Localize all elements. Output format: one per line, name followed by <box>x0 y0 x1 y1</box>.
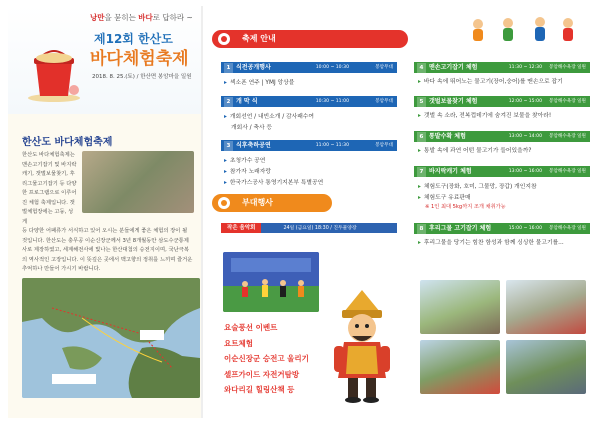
intro-heading: 한산도 바다체험축제 <box>22 137 113 148</box>
program-name: 식후축하공연 <box>236 142 271 149</box>
program-number: 1 <box>224 63 233 73</box>
program-detail <box>224 166 271 175</box>
event-item: 와다리길 힐링산책 등 <box>224 385 295 394</box>
program-name: 갯벌보물찾기 체험 <box>429 98 478 105</box>
program-detail <box>231 122 272 131</box>
side-events-header <box>212 194 332 212</box>
kids-illustration <box>410 14 590 44</box>
check-icon: ▸ <box>224 114 227 120</box>
admiral-mascot-icon <box>330 286 394 404</box>
slogan-text: 을 묻히는 <box>104 13 139 22</box>
program-detail <box>418 110 551 119</box>
fold-line <box>201 6 203 418</box>
program-detail-text: 섹소폰 연주 | YMJ 앙상블 <box>229 80 295 86</box>
header-dot-icon <box>218 33 230 45</box>
program-time: 12:00 ~ 15:00 <box>508 99 542 104</box>
program-number: 7 <box>417 167 426 177</box>
check-icon: ▸ <box>418 113 421 119</box>
program-time: 11:30 ~ 12:30 <box>508 65 542 70</box>
program-number: 2 <box>224 97 233 107</box>
program-place: 봉암해수욕장 일원 <box>549 169 586 174</box>
program-detail-text: 초청가수 공연 <box>229 158 266 164</box>
program-name: 후리그물 고기잡기 체험 <box>429 225 492 232</box>
program-time: 10:00 ~ 10:30 <box>315 65 349 70</box>
program-number: 8 <box>417 224 426 234</box>
check-icon: ▸ <box>418 184 421 190</box>
activity-photo <box>420 280 500 334</box>
program-detail-text: 체험도구 유료판매 <box>423 195 471 201</box>
event-item: 셀프가이드 자전거탐방 <box>224 369 300 379</box>
program-number: 6 <box>417 132 426 142</box>
slogan-highlight: 낭만 <box>90 13 105 22</box>
program-detail-text: 개회사 / 축사 등 <box>231 125 273 131</box>
check-icon: ▸ <box>224 169 227 175</box>
activity-photo <box>506 280 586 334</box>
program-detail-text: 개회선언 / 내빈소개 / 감사패수여 <box>229 114 314 120</box>
activity-photo <box>420 340 500 394</box>
program-detail <box>224 77 294 86</box>
program-place: 봉암무대 <box>375 99 393 104</box>
program-name: 통발수확 체험 <box>429 133 466 140</box>
program-header-label: 축제 안내 <box>242 34 276 43</box>
concert-photo <box>223 252 319 312</box>
events-list <box>224 320 309 398</box>
festival-edition: 제12회 한산도 <box>94 32 173 46</box>
program-detail <box>418 237 590 246</box>
program-time: 11:00 ~ 11:30 <box>315 143 349 148</box>
intro-column: 한산도 바다체험축제는 맨손고기잡기 및 바지락 캐기, 갯벌보물찾기, 후리그물고기잡기 등 다양한 프로그램으로 이루어진 체험 축제입니다. 갯벌체험장에는 고둥, 성게 <box>22 152 77 225</box>
program-detail <box>418 192 471 201</box>
program-time: 10:30 ~ 11:00 <box>315 99 349 104</box>
program-place: 봉암무대 <box>375 143 393 148</box>
check-icon: ▸ <box>224 80 227 86</box>
program-detail <box>224 111 314 120</box>
slogan-text-2: 로 답하라 ~ <box>152 13 193 22</box>
program-item-5 <box>414 96 590 107</box>
program-detail <box>224 177 323 186</box>
program-detail-text: 체험도구(장화, 호미, 그물망, 장갑) 개인지참 <box>423 184 537 190</box>
program-number: 4 <box>417 63 426 73</box>
program-time: 13:00 ~ 16:00 <box>508 169 542 174</box>
program-detail <box>418 145 531 154</box>
check-icon: ▸ <box>418 148 421 154</box>
festival-dateline: 2018. 8. 25.(토) / 한산면 봉암마을 일원 <box>92 74 192 80</box>
left-panel <box>8 6 201 418</box>
festival-title: 바다체험축제 <box>90 49 189 69</box>
program-number: 5 <box>417 97 426 107</box>
program-detail-text: 바다 속에 뛰어노는 물고기(장어,숭어)를 맨손으로 잡기 <box>423 79 563 85</box>
program-name: 바지락캐기 체험 <box>429 168 472 175</box>
program-item-2 <box>221 96 397 107</box>
slogan-highlight-2: 바다 <box>138 13 153 22</box>
location-map <box>22 278 200 398</box>
program-place: 봉암해수욕장 일원 <box>549 65 586 70</box>
program-place: 봉암해수욕장 일원 <box>549 134 586 139</box>
program-place: 봉암해수욕장 일원 <box>549 226 586 231</box>
check-icon: ▸ <box>418 195 421 201</box>
program-name: 맨손고기잡기 체험 <box>429 64 478 71</box>
event-item: 요트체험 <box>224 338 253 348</box>
program-time: 15:00 ~ 16:00 <box>508 226 542 231</box>
program-time: 13:00 ~ 14:00 <box>508 134 542 139</box>
program-item-3 <box>221 140 397 151</box>
concert-bar <box>221 223 397 233</box>
check-icon: ▸ <box>418 79 421 85</box>
concert-label: 작은 음악회 <box>221 223 261 233</box>
intro-text <box>22 151 194 275</box>
program-name: 식전공개행사 <box>236 64 271 71</box>
side-events-label: 부대행사 <box>242 198 273 207</box>
program-detail <box>418 76 563 85</box>
slogan <box>90 12 193 23</box>
event-item: 이순신장군 승전고 울리기 <box>224 354 309 363</box>
program-detail-text: 통발 속에 과연 어떤 물고기가 들어있을까? <box>423 148 532 154</box>
check-icon: ▸ <box>418 240 421 246</box>
check-icon: ▸ <box>224 158 227 164</box>
program-detail-text: 참가자 노래자랑 <box>229 169 271 175</box>
concert-info: 24일 (금요일) 18:30 / 진두물양장 <box>283 226 357 231</box>
program-note-text: ※ 1인 최대 5kg까지 조개 채취가능 <box>425 204 506 210</box>
program-name: 개 막 식 <box>236 98 258 105</box>
check-icon: ▸ <box>224 180 227 186</box>
header-dot-icon <box>218 197 230 209</box>
program-header <box>212 30 408 48</box>
program-item-8 <box>414 223 590 234</box>
program-detail <box>224 155 265 164</box>
program-item-4 <box>414 62 590 73</box>
program-number: 3 <box>224 141 233 151</box>
intro-paragraph: 등 다양한 어패류가 서식하고 있어 오시는 분들에게 좋은 체험의 장이 될 것입니다. 한산도는 충무공 이순신장군께서 3년 8개월동안 삼도수군통제사로 제장하였고, 세계해전사에 빛나는 한산대첩의 승전지이며, 국난극복의 역사적인 고장입니다. 이 뜻깊은 곳에서 맥고향의 정취를 느끼며 즐거운 추억하나 만들어 가시기 바랍니다. <box>22 228 193 272</box>
program-item-1 <box>221 62 397 73</box>
event-item: 요술풍선 이벤트 <box>224 323 278 332</box>
program-detail-text: 갯벌 속 소라, 전복껍데기에 숨겨진 보물을 찾아라! <box>423 113 552 119</box>
program-item-6 <box>414 131 590 142</box>
program-detail-text: 한국가스공사 통영기지본부 특별공연 <box>229 180 324 186</box>
program-detail <box>418 181 537 190</box>
program-item-7 <box>414 166 590 177</box>
activity-photo <box>506 340 586 394</box>
program-detail-text: 후리그물을 당기는 힘찬 함성과 함께 싱싱한 물고기를... <box>423 240 564 246</box>
sand-bucket-icon <box>28 46 80 102</box>
program-note <box>425 203 506 210</box>
program-place: 봉암해수욕장 일원 <box>549 99 586 104</box>
program-place: 봉암무대 <box>375 65 393 70</box>
